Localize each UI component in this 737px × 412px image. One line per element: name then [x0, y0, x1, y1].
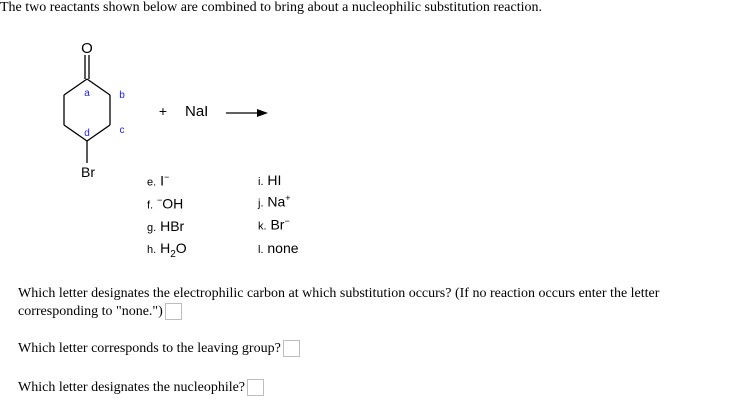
question-leaving-group: Which letter corresponds to the leaving group?	[18, 340, 300, 358]
answer-nucleophile-input[interactable]	[247, 379, 264, 396]
ring-label-a: a	[84, 88, 90, 99]
reagent-nai: NaI	[185, 103, 209, 120]
option-j: j. Na+	[258, 193, 291, 210]
option-g: g. HBr	[147, 218, 185, 234]
option-k: k. Br−	[258, 216, 290, 233]
carbonyl-double-bond	[85, 55, 89, 79]
option-e: e. I−	[147, 172, 170, 189]
answer-leaving-group-input[interactable]	[283, 340, 300, 357]
question-nucleophile: Which letter designates the nucleophile?	[18, 379, 264, 397]
intro-text: The two reactants shown below are combined to bring about a nucleophilic substitution reaction.	[0, 0, 542, 15]
plus-sign: +	[158, 103, 168, 119]
ring-label-c: c	[119, 125, 125, 136]
question-electrophilic-carbon: Which letter designates the electrophilic carbon at which substitution occurs? (If no reaction occurs enter the letter corresponding to "none.")	[18, 286, 660, 319]
ring-label-d: d	[84, 128, 90, 139]
option-f: f. −OH	[147, 195, 184, 212]
option-h: h. $H_2O$	[147, 240, 187, 260]
ring-label-b: b	[119, 90, 125, 101]
option-l: l. none	[258, 240, 299, 256]
oxygen-atom: O	[81, 40, 93, 57]
bromine-atom: Br	[81, 164, 95, 180]
reaction-arrow	[226, 109, 268, 117]
option-i: i. HI	[258, 172, 282, 188]
answer-electrophilic-carbon-input[interactable]	[165, 303, 182, 320]
